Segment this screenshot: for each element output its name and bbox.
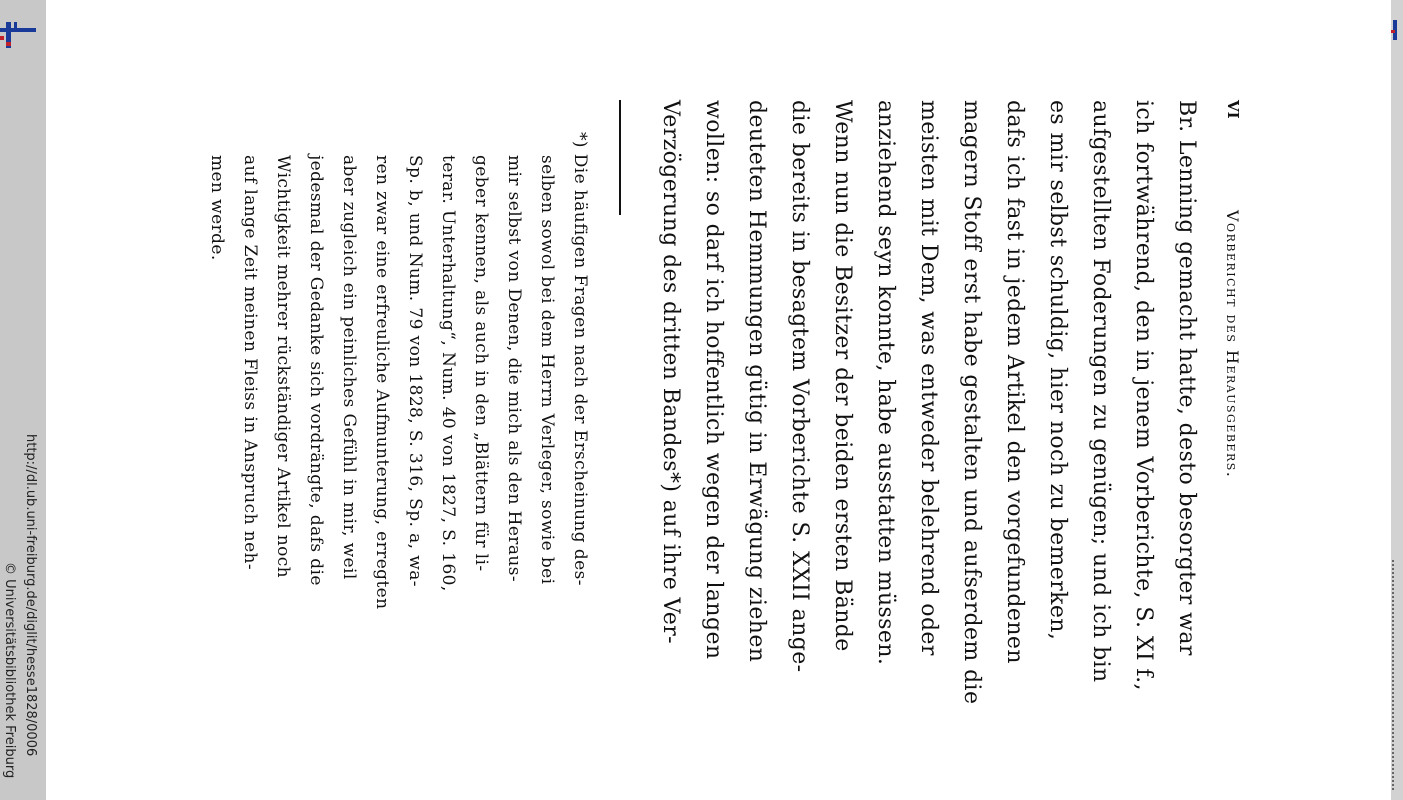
copyright-watermark: © Universitätsbibliothek Freiburg xyxy=(2,562,17,779)
body-line: Br. Lenning gemacht hatte, desto besorgter war xyxy=(1174,100,1199,656)
body-line: wollen: so darf ich hoffentlich wegen der langen xyxy=(701,100,726,660)
body-line: anziehend seyn konnte, habe ausstatten müssen. xyxy=(873,100,898,666)
footnote-line: mir selbst von Denen, die mich als den Heraus- xyxy=(504,155,524,582)
footnote-line: Sp. b, und Num. 79 von 1828, S. 316, Sp. a, wa- xyxy=(405,155,425,587)
footnote-separator xyxy=(619,100,621,215)
body-line: Wenn nun die Besitzer der beiden ersten Bände xyxy=(830,100,855,652)
body-line: ich fortwährend, den in jenem Vorberichte, S. XI f., xyxy=(1131,100,1156,691)
page-number: VI xyxy=(1224,100,1242,119)
body-line: magern Stoff erst habe gestalten und aufserdem die xyxy=(959,100,984,705)
url-watermark: http://dl.ub.uni-freiburg.de/diglit/hesse1828/0006 xyxy=(23,434,38,757)
footnote-line: men werde. xyxy=(207,155,227,261)
library-logo-icon-right xyxy=(1391,20,1399,40)
running-header: Vorbericht des Herausgebers. xyxy=(1223,210,1242,479)
right-edge-mark xyxy=(1392,560,1400,790)
footnote-line: geber kennen, als auch in den „Blättern für li- xyxy=(471,155,491,572)
footnote-line: selben sowol bei dem Herrn Verleger, sowie bei xyxy=(537,155,557,585)
body-line: die bereits in besagtem Vorberichte S. XXII ange- xyxy=(787,100,812,673)
footnote-line: aber zugleich ein peinliches Gefühl in mir, weil xyxy=(339,155,359,580)
footnote-line: terar. Unterhaltung“, Num. 40 von 1827, S. 160, xyxy=(438,155,458,592)
footnote-line: Wichtigkeit mehrer rückständiger Artikel noch xyxy=(273,155,293,578)
body-line: Verzögerung des dritten Bandes*) auf ihre Ver- xyxy=(658,100,683,644)
body-line: es mir selbst schuldig, hier noch zu bemerken, xyxy=(1045,100,1070,641)
footnote-line: *) Die häufigen Fragen nach der Erscheinung des- xyxy=(570,132,590,586)
footnote-line: ren zwar eine erfreuliche Aufmunterung, erregten xyxy=(372,155,392,610)
body-line: aufgestellten Foderungen zu genügen; und ich bin xyxy=(1088,100,1113,683)
body-line: meisten mit Dem, was entweder belehrend oder xyxy=(916,100,941,656)
body-line: dafs ich fast in jedem Artikel den vorgefundenen xyxy=(1002,100,1027,664)
footnote-line: jedesmal der Gedanke sich vordrängte, dafs die xyxy=(306,155,326,586)
body-line: deuteten Hemmungen gütig in Erwägung ziehen xyxy=(744,100,769,663)
footnote-line: auf lange Zeit meinen Fleiss in Anspruch neh- xyxy=(240,155,260,571)
library-logo-icon xyxy=(0,22,36,48)
